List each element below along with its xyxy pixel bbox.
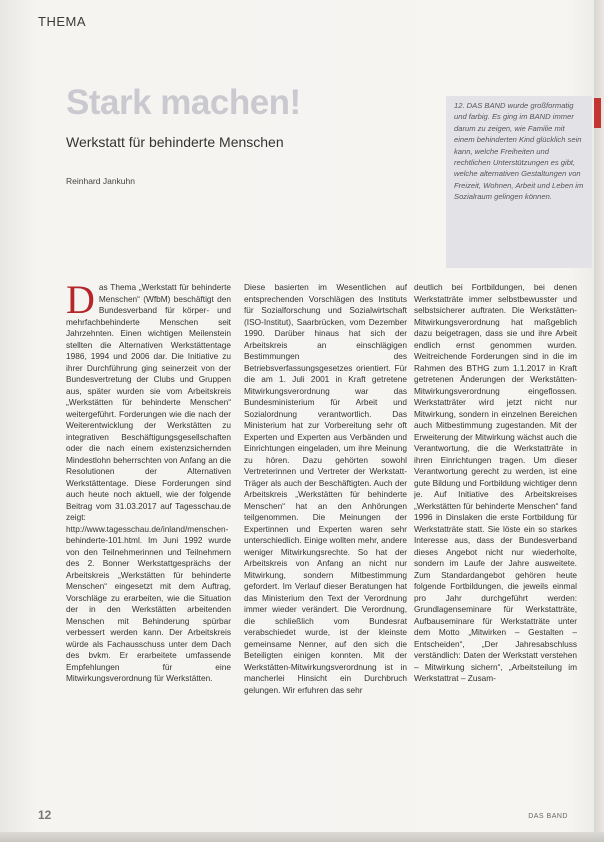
article-column-1 bbox=[66, 282, 231, 802]
footer-magazine-name: DAS BAND bbox=[528, 813, 568, 820]
bottom-edge bbox=[0, 832, 604, 842]
page-number: 12 bbox=[38, 808, 52, 822]
section-label: THEMA bbox=[38, 14, 86, 29]
sidebar-text: 12. DAS BAND wurde großformatig und farbig. Es ging im BAND immer darum zu zeigen, wie Familie mit einem behinderten Kind glücklich sein kann, welche Freiheiten und rechtlichen Unterstützungen es gibt, welche alternativen Gestaltungen von Freizeit, Wohnen, Arbeit und Leben im Sozialraum gelingen können. bbox=[454, 101, 584, 202]
author: Reinhard Jankuhn bbox=[66, 176, 135, 186]
article-column-3 bbox=[414, 282, 577, 802]
red-edge-tab bbox=[594, 98, 601, 128]
drop-cap: D bbox=[66, 282, 95, 322]
article-column-2 bbox=[244, 282, 407, 802]
column-3-text: deutlich bei Fortbildungen, bei denen Werkstatträte immer selbstbewusster und selbstsicherer auftraten. Die Werkstätten-Mitwirkungsverordnung hat maßgeblich dazu beigetragen, dass sie und ihre Arbeit endlich ernst genommen wurden. Weitreichende Forderungen sind in die im Rahmen des BTHG zum 1.1.2017 in Kraft getretenen Änderungen der Werkstätten-Mitwirkungsverordnung eingeflossen. Werkstatträter wird jetzt nicht nur Mitwirkung, sondern in einzelnen Bereichen auch Mitbestimmung zugestanden. Mit der Erweiterung der Mitwirkung wächst auch die Verantwortung, die die Werkstatträte in ihren Einrichtungen tragen. Um dieser Verantwortung gerecht zu werden, ist eine gute Bildung und Fortbildung wichtiger denn je. Auf Initiative des Arbeitskreises „Werkstätten für behinderte Menschen“ fand 1996 in Dinslaken die erste Fortbildung für Werkstatträte statt. Sie löste ein so starkes Interesse aus, dass der Bundesverband dieses Angebot nicht nur wiederholte, sondern im Laufe der Jahre ausweitete. Zum Standardangebot gehören heute folgende Fortbildungen, die jeweils einmal pro Jahr durchgeführt werden: Grundlagenseminare für Werkstatträte, Aufbauseminare für Werkstatträte unter dem Motto „Mitwirken – Gestalten – Entscheiden“, „Der Jahresabschluss verständlich: Daten der Werkstatt verstehen – Mitwirkung sichern“, „Arbeitsteilung im Werkstattrat – Zusam- bbox=[414, 282, 577, 683]
headline: Stark machen! bbox=[66, 83, 301, 122]
column-2-text: Diese basierten im Wesentlichen auf entsprechenden Vorschlägen des Instituts für Sozialforschung und Sozialwirtschaft (ISO-Institut), Saarbrücken, vom Dezember 1990. Darüber hinaus hat sich der Arbeitskreis an einschlägigen Bestimmungen des Betriebsverfassungsgesetzes orientiert. Für die am 1. Juli 2001 in Kraft getretene Mitwirkungsverordnung war das Bundesministerium für Arbeit und Sozialordnung verantwortlich. Das Ministerium hat zur Vorbereitung sehr oft Experten und Experten aus Verbänden und Einrichtungen eingeladen, um ihre Meinung zu hören. Dazu gehörten sowohl Vertreterinnen und Vertreter der Werkstatt-Träger als auch der Beschäftigten. Auch der Arbeitskreis „Werkstätten für behinderte Menschen“ hat an den Anhörungen teilgenommen. Die Meinungen der Expertinnen und Experten waren sehr unterschiedlich. Einige wollten mehr, andere weniger Mitwirkungsrechte. So hat der Arbeitskreis von Anfang an nicht nur Mitwirkung, sondern Mitbestimmung gefordert. Im Verlauf dieser Beratungen hat das Ministerium den Text der Verordnung immer wieder verändert. Die Verordnung, die schließlich vom Bundesrat verabschiedet wurde, ist der kleinste gemeinsame Nenner, auf den sich die Beteiligten einigen konnten. Mit der Werkstätten-Mitwirkungsverordnung ist in mancherlei Hinsicht ein Durchbruch gelungen. Wir erfuhren das sehr bbox=[244, 282, 407, 695]
subtitle: Werkstatt für behinderte Menschen bbox=[66, 134, 284, 150]
sidebar-box bbox=[446, 96, 592, 268]
column-1-text: as Thema „Werkstatt für behinderte Menschen“ (WfbM) beschäftigt den Bundesverband für körper- und mehrfachbehinderte Menschen seit Jahrzehnten. Einen wichtigen Meilenstein stellten die Alternativen Werkstättentage 1986, 1994 und 2006 dar. Die Initiative zu ihrer Durchführung ging seinerzeit von der Bundesvertretung der Clubs und Gruppen aus, später wurden sie vom Arbeitskreis „Werkstätten für behinderte Menschen“ weitergeführt. Forderungen wie die nach der Weiterentwicklung der Werkstätten zu integrativen Beschäftigungsgesellschaften oder die nach einem existenzsichernden Mindestlohn beherrschten von Anfang an die Resolutionen der Alternativen Werkstättentage. Diese Forderungen sind auch heute noch aktuell, wie der folgende Beitrag vom 31.03.2017 auf Tagesschau.de zeigt: http://www.tagesschau.de/inland/menschen-behinderte-101.html. Im Juni 1992 wurde von den Teilnehmerinnen und Teilnehmern des 2. Bonner Werkstattgesprächs der Arbeitskreis „Werkstätten für behinderte Menschen“ eingesetzt mit dem Auftrag, Vorschläge zu erarbeiten, wie die Situation der in den Werkstätten arbeitenden Menschen mit Behinderung spürbar verbessert werden kann. Der Arbeitskreis würde als Fachausschuss unter dem Dach des bvkm. Er erarbeitete umfassende Empfehlungen für eine Mitwirkungsverordnung für Werkstätten. bbox=[66, 282, 231, 683]
